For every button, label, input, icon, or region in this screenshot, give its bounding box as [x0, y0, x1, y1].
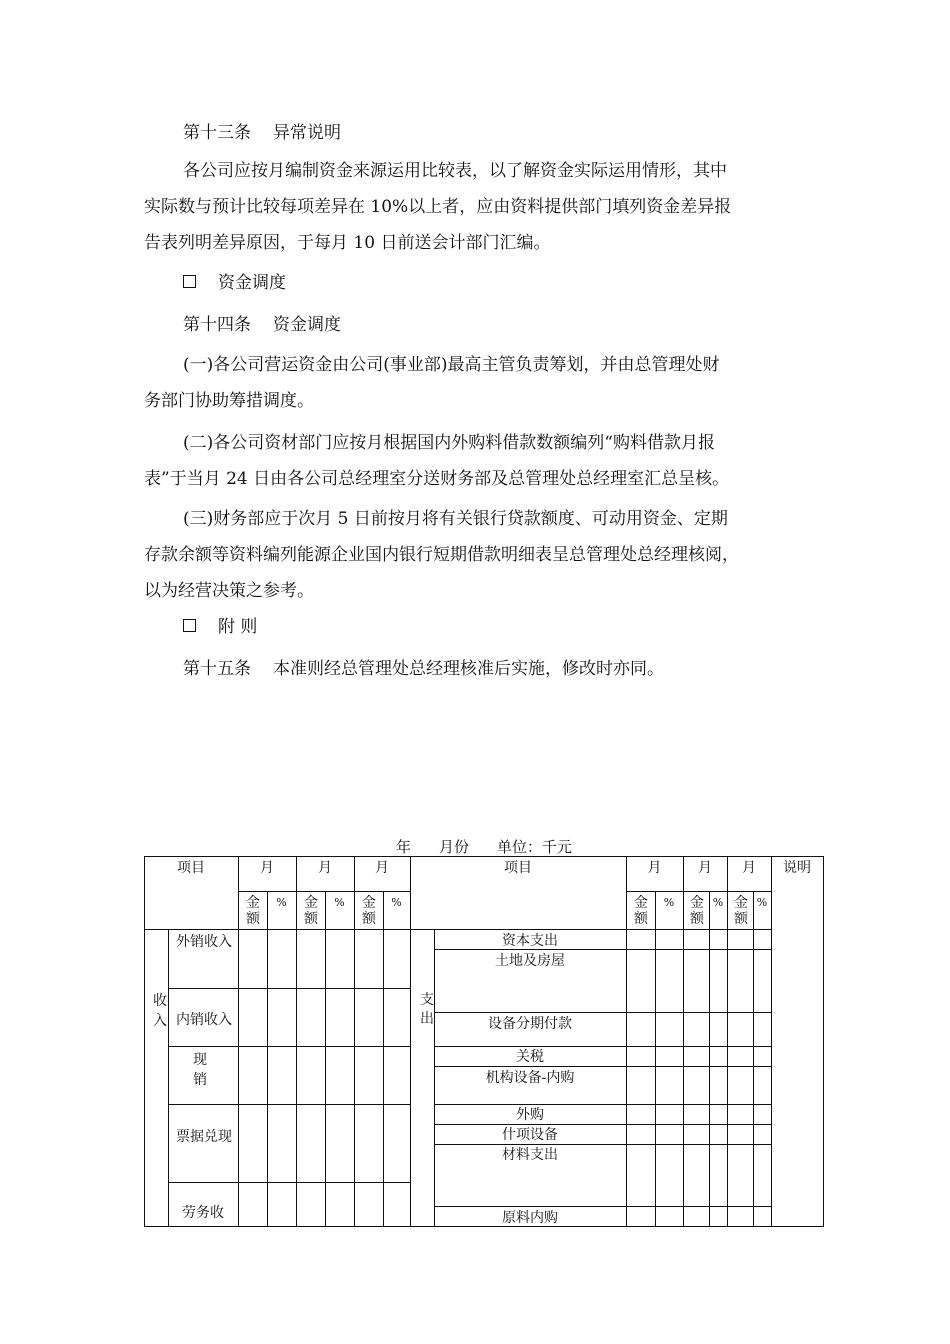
income-row: 票据兑现 [176, 1129, 232, 1145]
article13-number: 第十三条 [183, 123, 251, 143]
article14-item3-line-1: (三)财务部应于次月 5 日前按月将有关银行贷款额度、可动用资金、定期 [183, 509, 728, 529]
expense-row: 资本支出 [502, 933, 558, 949]
article15-number: 第十五条 [183, 659, 251, 679]
article15-text: 本准则经总管理处总经理核准后实施，修改时亦同。 [273, 659, 664, 679]
table-line [267, 891, 268, 1226]
sub-amount: 金额 [690, 895, 704, 927]
checkbox-square-icon [183, 619, 196, 632]
table-line [434, 1144, 771, 1145]
header-note: 说明 [783, 860, 811, 876]
sub-pct: % [334, 896, 345, 909]
table-line [354, 856, 355, 1226]
section-appendix-heading [183, 612, 257, 637]
table-line [168, 1046, 410, 1047]
header-month: 月 [318, 860, 332, 876]
table-border-right [823, 856, 824, 1227]
table-line [238, 891, 410, 892]
article14-item2-line-1: (二)各公司资材部门应按月根据国内外购料借款数额编列“购料借款月报 [183, 433, 715, 453]
table-line [434, 1124, 771, 1125]
expense-row: 机构设备-内购 [485, 1070, 575, 1086]
header-item-right: 项目 [504, 860, 532, 876]
income-label: 收入 [153, 993, 167, 1029]
article15 [183, 654, 664, 679]
table-line [238, 856, 239, 1226]
article14-heading [183, 310, 341, 335]
table-line [655, 891, 656, 1226]
article14-item3-line-3: 以为经营决策之参考。 [144, 581, 314, 601]
article13-line-2: 实际数与预计比较每项差异在 10%以上者，应由资料提供部门填列资金差异报 [144, 197, 732, 217]
table-border-top [144, 856, 824, 857]
table-line [168, 929, 169, 1226]
article14-item3-line-2: 存款余额等资料编列能源企业国内银行短期借款明细表呈总管理处总经理核阅， [144, 545, 739, 565]
table-line [683, 856, 684, 1226]
expense-label: 支出 [420, 992, 434, 1027]
sub-pct: % [756, 896, 768, 909]
section-funds-title: 资金调度 [218, 273, 286, 293]
header-month: 月 [742, 860, 756, 876]
checkbox-square-icon [183, 275, 196, 288]
sub-amount: 金额 [362, 895, 376, 927]
caption-month: 月份 [438, 838, 469, 856]
header-item-left: 项目 [177, 860, 205, 876]
sub-pct: % [712, 896, 724, 909]
article14-item2-line-2: 表”于当月 24 日由各公司总经理室分送财务部及总管理处总经理室汇总呈核。 [144, 469, 730, 489]
table-line [325, 891, 326, 1226]
expense-row: 外购 [516, 1107, 544, 1123]
table-line [626, 891, 771, 892]
section-funds-heading [183, 268, 286, 293]
table-line [434, 1066, 771, 1067]
table-line [434, 949, 771, 950]
expense-row: 材料支出 [502, 1147, 558, 1163]
article13-line-1: 各公司应按月编制资金来源运用比较表，以了解资金实际运用情形，其中 [183, 161, 727, 181]
expense-row: 设备分期付款 [488, 1016, 572, 1032]
expense-row: 土地及房屋 [495, 953, 565, 969]
sub-pct: % [276, 896, 287, 909]
table-line [434, 1206, 771, 1207]
table-line [410, 856, 411, 1226]
table-line [168, 1182, 410, 1183]
article14-title: 资金调度 [273, 315, 341, 335]
table-line [753, 891, 754, 1226]
income-row: 现销 [193, 1052, 207, 1088]
income-row: 内销收入 [176, 1012, 232, 1028]
table-border-left [144, 856, 145, 1227]
expense-row: 关税 [516, 1049, 544, 1065]
sub-amount: 金额 [634, 895, 648, 927]
income-row: 劳务收 [182, 1205, 224, 1221]
table-line [383, 891, 384, 1226]
header-month: 月 [260, 860, 274, 876]
table-line [626, 856, 627, 1226]
table-line [771, 856, 772, 1226]
article13-title: 异常说明 [273, 123, 341, 143]
header-month: 月 [375, 860, 389, 876]
header-month: 月 [698, 860, 712, 876]
caption-year: 年 [395, 838, 411, 856]
article14-item1-line-2: 务部门协助筹措调度。 [144, 391, 314, 411]
sub-amount: 金额 [304, 895, 318, 927]
income-row: 外销收入 [176, 934, 232, 950]
sub-amount: 金额 [734, 895, 748, 927]
header-month: 月 [647, 860, 662, 876]
section-appendix-title: 附 则 [218, 617, 258, 637]
article14-item1-line-1: (一)各公司营运资金由公司(事业部)最高主管负责筹划，并由总管理处财 [183, 355, 720, 375]
table-line [434, 1046, 771, 1047]
table-line [168, 1104, 410, 1105]
expense-row: 什项设备 [502, 1127, 558, 1143]
table-caption [144, 836, 824, 857]
table-line [168, 988, 410, 989]
article14-number: 第十四条 [183, 315, 251, 335]
article13-heading [183, 118, 341, 143]
caption-unit: 单位：千元 [497, 838, 573, 856]
table-line [434, 1012, 771, 1013]
expense-row: 原料内购 [502, 1210, 558, 1226]
table-line [434, 1104, 771, 1105]
table-line [727, 856, 728, 1226]
article13-line-3: 告表列明差异原因，于每月 10 日前送会计部门汇编。 [144, 233, 551, 253]
sub-pct: % [391, 896, 402, 909]
sub-amount: 金额 [246, 895, 260, 927]
sub-pct: % [663, 896, 675, 909]
table-border-bottom [144, 1226, 824, 1227]
table-line [709, 891, 710, 1226]
table-line [296, 856, 297, 1226]
